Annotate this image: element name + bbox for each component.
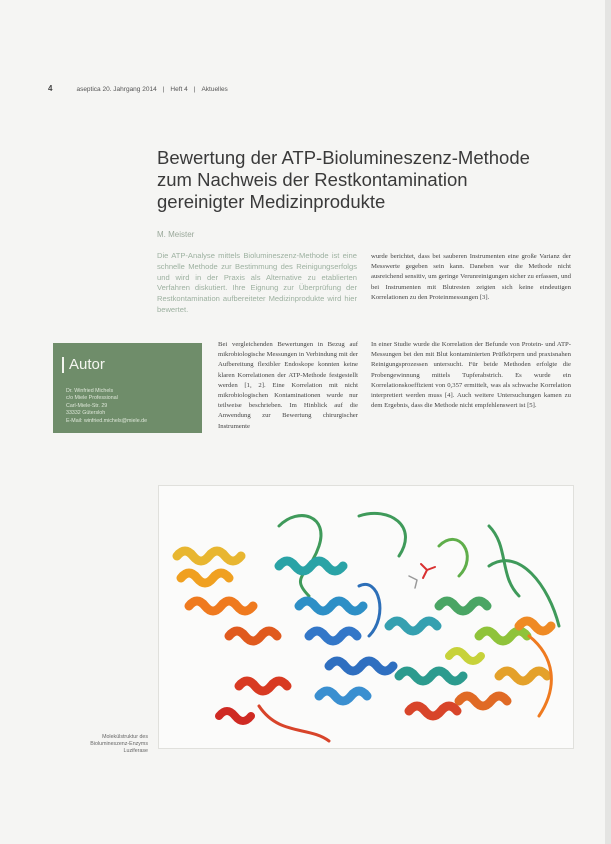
- caption-line: Molekülstruktur des: [102, 734, 148, 740]
- journal-name: aseptica 20. Jahrgang 2014: [76, 86, 157, 93]
- running-head: [48, 84, 568, 93]
- lead-paragraph: Die ATP-Analyse mittels Biolumineszenz-Methode ist eine schnelle Methode zur Bestimmung des Reinigungserfolgs und wird in der Praxis als Alternative zu etablierten Verfahren diskutiert. Ihre Eignung zur Überprüfung der Restkontamination aufbereiteter Medizinprodukte wird hier bewertet.: [157, 251, 357, 314]
- author-name: Dr. Winfried Michels: [66, 388, 114, 394]
- author-email: E-Mail: winfried.michels@miele.de: [66, 417, 148, 424]
- protein-ribbon-illustration: [159, 486, 573, 748]
- page-number: 4: [48, 84, 53, 93]
- body-text-middle: Bei vergleichenden Bewertungen in Bezug auf mikrobiologische Messungen in Verbindung mit der Aufbereitung flexibler Endoskope konnten keine klaren Korrelationen der ATP-Methode festgestellt werden [1, 2]. Eine Korrelation mit nicht mikrobiologischen Kontaminationen wurde nur teilweise beschrieben. Im Hinblick auf die Anwendung zur Bewertung chirurgischer Instrumente: [218, 341, 358, 430]
- author-byline: M. Meister: [157, 230, 195, 239]
- author-box-heading: Autor: [62, 357, 105, 373]
- title-line: Bewertung der ATP-Biolumineszenz-Methode: [157, 147, 530, 168]
- author-city: 33332 Gütersloh: [66, 410, 106, 417]
- caption-line: Luziferase: [123, 748, 148, 754]
- article-title: [157, 147, 577, 213]
- author-street: Carl-Miele-Str. 29: [66, 402, 108, 409]
- body-text-right-bottom: In einer Studie wurde die Korrelation der Befunde von Protein- und ATP-Messungen bei den mit Blut kontaminierten Prüfkörpern und praxisnahen Reinigungsprozessen untersucht. Für beide Methoden erfolgte die Probengewinnung mittels Tupferabstrich. Es wurde ein Korrelationskoeffizient von 0,357 ermittelt, was als schwache Korrelation interpretiert werden muss [4]. Auch weitere Untersuchungen kamen zu dem Ergebnis, dass die Methode nicht empfehlenswert ist [5].: [371, 341, 571, 410]
- issue-number: Heft 4: [170, 86, 188, 93]
- author-contact: [66, 388, 147, 425]
- separator: |: [193, 86, 196, 93]
- protein-structure-figure: [158, 485, 574, 749]
- figure-caption: [48, 734, 148, 755]
- author-box: [53, 343, 202, 433]
- page-edge: [605, 0, 611, 844]
- caption-line: Biolumineszenz-Enzyms: [90, 741, 148, 747]
- section-name: Aktuelles: [201, 86, 228, 93]
- separator: |: [162, 86, 165, 93]
- title-line: gereinigter Medizinprodukte: [157, 191, 386, 212]
- body-text-right-top: wurde berichtet, dass bei sauberen Instrumenten eine große Varianz der Messwerte gegeben sein kann. Daneben war die Methode nicht ausreichend sensitiv, um geringe Verunreinigungen sicher zu erfassen, und bei Instrumenten mit Blutresten zeigten sich keine eindeutigen Korrelationen zu den Proteinmessungen [3].: [371, 253, 571, 301]
- author-affiliation: c/o Miele Professional: [66, 395, 118, 402]
- title-line: zum Nachweis der Restkontamination: [157, 169, 468, 190]
